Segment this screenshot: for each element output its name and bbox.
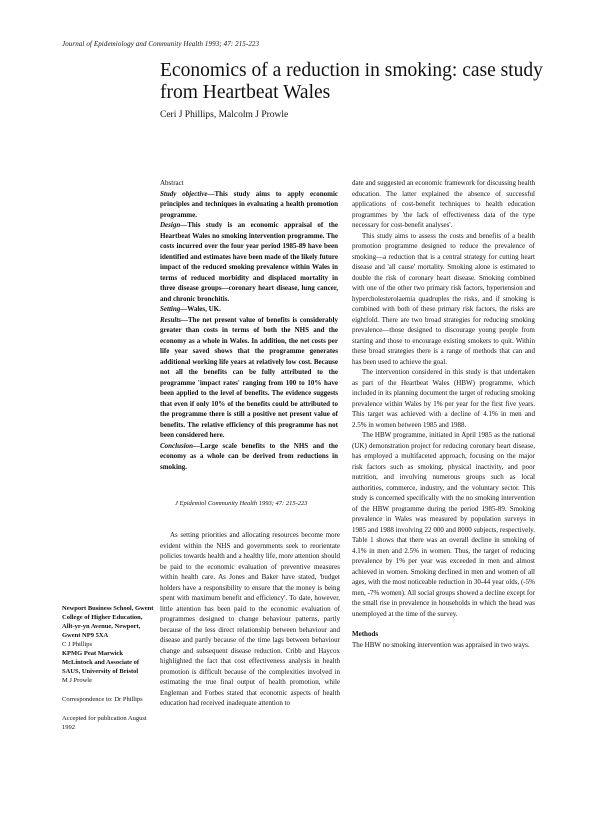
right-column bbox=[352, 178, 535, 650]
article-title: Economics of a reduction in smoking: case study from Heartbeat Wales bbox=[160, 60, 543, 103]
objective-label: Study objective— bbox=[160, 189, 215, 198]
methods-paragraph: The HBW no smoking intervention was appraised in two ways. bbox=[352, 640, 530, 649]
results-text: The net present value of benefits is considerably greater than costs in terms of both the NHS and the economy as a whole in Wales. In addition, the net costs per life year saved shows that the programme generates additional working life years at relatively low cost. Because not all the benefits can be fully attributed to the programme 'impact rates' ranging from 100 to 10% have been applied to the level of benefits. The evidence suggests that even if only 10% of the benefits could be attributed to the programme there is still a positive net present value of benefits. The relative efficiency of this programme has not been considered here. bbox=[160, 315, 338, 439]
body-paragraph: date and suggested an economic framework for discussing health education. The latter explained the absence of successful applications of cost-benefit techniques to health education programmes by 'the lack of effectiveness data of the type necessary for cost-benefit analyses'. bbox=[352, 179, 535, 229]
conclusion-text: Large scale benefits to the NHS and the economy as a whole can be derived from reductions in smoking. bbox=[160, 441, 338, 471]
author-list: Ceri J Phillips, Malcolm J Prowle bbox=[160, 110, 289, 120]
abstract-design bbox=[160, 220, 338, 304]
introduction-column bbox=[160, 530, 340, 709]
abstract-heading: Abstract bbox=[160, 179, 184, 187]
methods-heading: Methods bbox=[352, 630, 379, 638]
results-label: Results— bbox=[160, 315, 189, 324]
body-paragraph: The HBW programme, initiated in April 1985 as the national (UK) demonstration project for reducing coronary heart disease, has employed a multifaceted approach, focusing on the major risk factors such as smoking, physical inactivity, and poor nutrition, and involving numerous groups such as local authorities, commerce, industry, and the voluntary sector. This study is concerned specifically with the no smoking intervention of the HBW programme during the period 1985-89. Smoking prevalence in Wales was measured by population surveys in 1985 and 1988 involving 22 000 and 8000 subjects, respectively. Table 1 shows that there was an overall decline in smoking of 4.1% in men and 2.5% in women. Thus, the target of reducing prevalence by 1% per year was exceeded in men and almost achieved in women. Smoking declined in men and women of all ages, with the most noticeable reduction in 30-44 year olds, (-5% men, -7% women). All social groups showed a decline except for the small rise in prevalence in households in which the head was unemployed at the time of the survey. bbox=[352, 431, 535, 618]
abstract-citation: J Epidemiol Community Health 1993; 47: 215-223 bbox=[175, 500, 308, 507]
abstract bbox=[160, 178, 338, 472]
intro-paragraph: As setting priorities and allocating resources become more evident within the NHS and governments seek to reorientate policies towards health and a healthy life, more attention should be paid to the economic evaluation of preventive measures within health care. As Jones and Baker have stated, 'budget holders have a responsibility to ensure that the money is being spent with maximum benefit and efficiency'. To date, however, little attention has been paid to the economic evaluation of programmes designed to change behaviour patterns, partly because of the less direct relationship between behaviour and disease and partly because of the time lags between behaviour change and subsequent disease reduction. Cribb and Haycox highlighted the fact that cost effectiveness analysis in health promotion is difficult because of the complexities involved in estimating the true final output of health promotion, while Engleman and Forbes stated that economic aspects of health education had received inadequate attention to bbox=[160, 531, 340, 707]
affiliation-1: Newport Business School, Gwent College of Higher Education, Allt-yr-yn Avenue, Newport, Gwent NP9 5XA bbox=[62, 605, 154, 639]
body-paragraph: The intervention considered in this study is that undertaken as part of the Heartbeat Wales (HBW) programme, which included in its planning document the target of reducing smoking prevalence within Wales by 1% per year for the first five years. This target was achieved with a decline of 4.1% in men and 2.5% in women between 1985 and 1988. bbox=[352, 368, 535, 429]
accepted-note: Accepted for publication August 1992 bbox=[62, 715, 147, 731]
body-paragraph: This study aims to assess the costs and benefits of a health promotion programme designed to reduce the prevalence of smoking—a reduction that is a central strategy for cutting heart disease and 'all cause' mortality. Smoking alone is estimated to double the risk of coronary heart disease. Smoking combined with one of the other two primary risk factors, hypertension and hypercholesterolaemia quadruples the risks, and if smoking is combined with both of these primary risk factors, the risks are eightfold. There are two broad strategies for reducing smoking prevalence—those designed to discourage young people from starting and those to encourage existing smokers to quit. Within these broad strategies there is a range of methods that can and has been used to achieve the goal. bbox=[352, 231, 535, 366]
design-label: Design— bbox=[160, 221, 188, 229]
abstract-conclusion bbox=[160, 441, 338, 473]
affiliation-person-1: C J Phillips bbox=[62, 641, 92, 648]
abstract-results bbox=[160, 315, 338, 441]
conclusion-label: Conclusion— bbox=[160, 441, 201, 450]
abstract-setting bbox=[160, 304, 338, 315]
author-affiliations bbox=[62, 604, 154, 732]
design-text: This study is an economic appraisal of the Heartbeat Wales no smoking intervention programme. The costs incurred over the four year period 1985-89 have been identified and estimates have been made of the likely future impact of the reduced smoking prevalence within Wales in terms of reduced morbidity and displaced mortality in three disease groups—coronary heart disease, lung cancer, and chronic bronchitis. bbox=[160, 221, 338, 303]
setting-label: Setting— bbox=[160, 305, 188, 313]
setting-text: Wales, UK. bbox=[187, 305, 221, 313]
journal-header: Journal of Epidemiology and Community Health 1993; 47: 215-223 bbox=[62, 40, 260, 48]
affiliation-2: KPMG Peat Marwick McLintock and Associate of SAUS, University of Bristol bbox=[62, 650, 140, 675]
correspondence-note: Correspondence to: Dr Phillips bbox=[62, 696, 143, 703]
abstract-objective bbox=[160, 189, 338, 221]
objective-text: This study aims to apply economic principles and techniques in evaluating a health promotion programme. bbox=[160, 189, 338, 219]
affiliation-person-2: M J Prowle bbox=[62, 677, 92, 684]
